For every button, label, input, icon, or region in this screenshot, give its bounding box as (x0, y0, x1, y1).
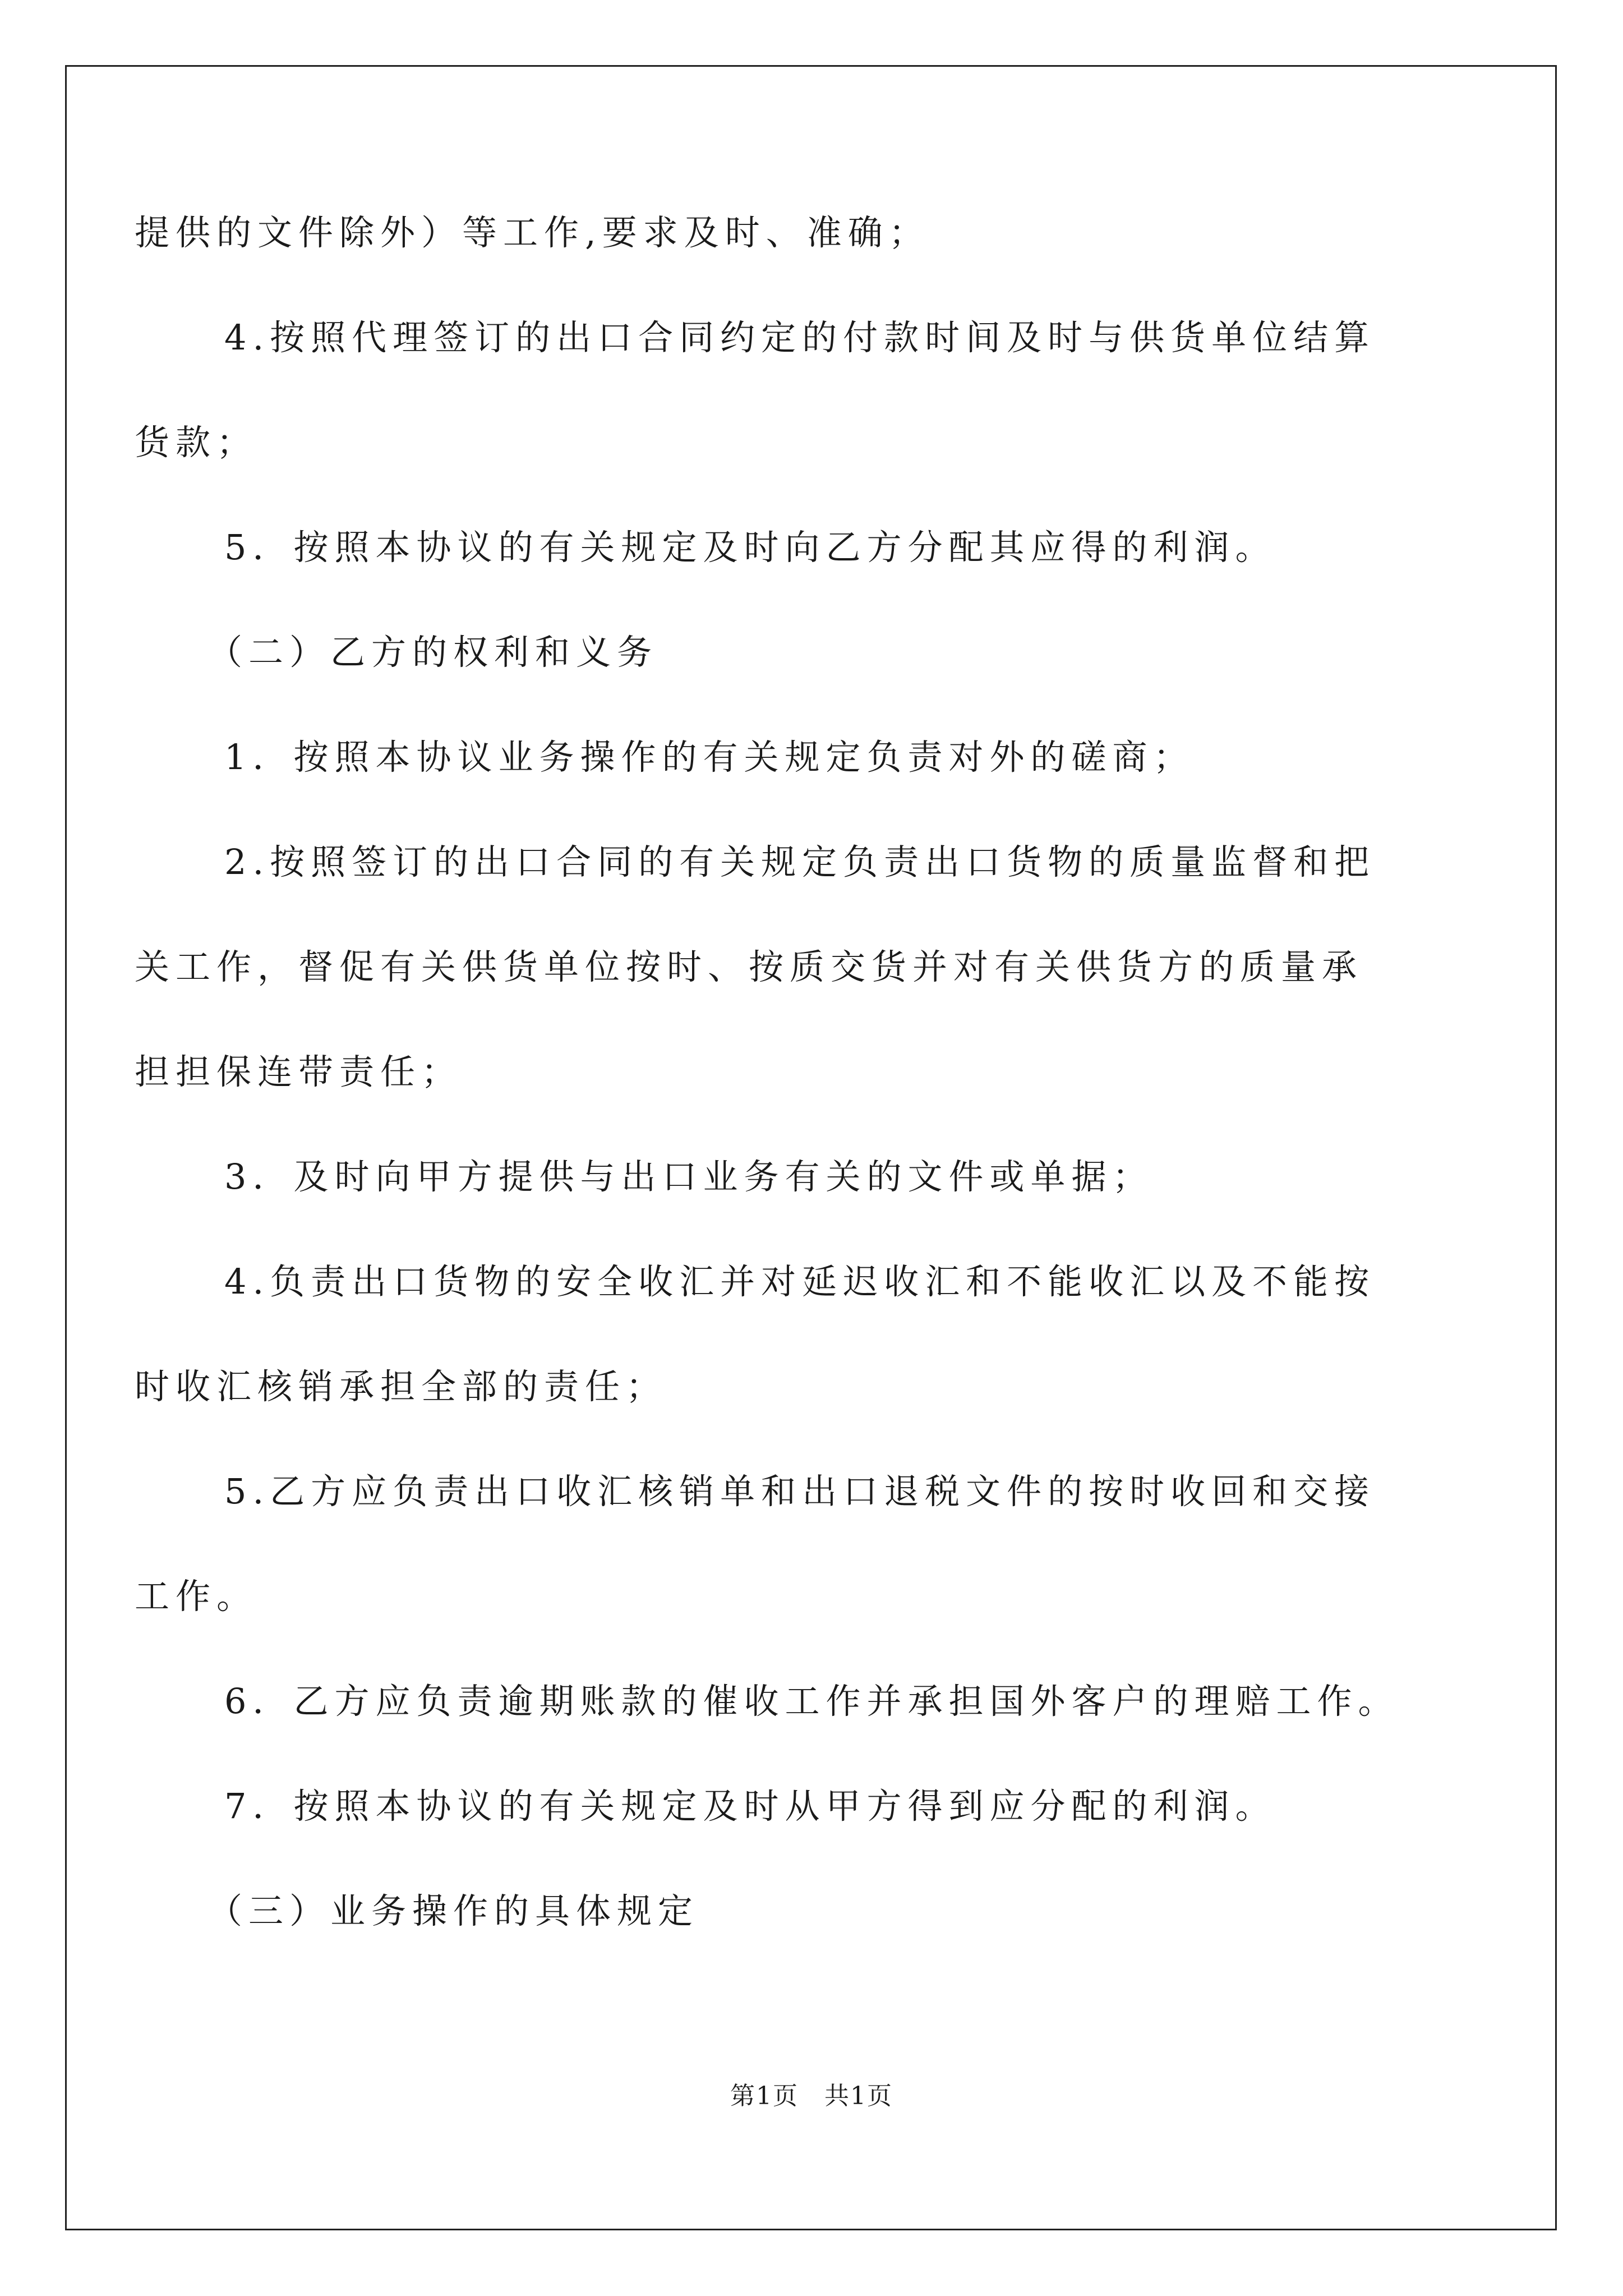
text-line: 7．按照本协议的有关规定及时从甲方得到应分配的利润。 (224, 1786, 1276, 1826)
text-line: 4.按照代理签订的出口合同约定的付款时间及时与供货单位结算 (224, 317, 1376, 358)
text-line: 6．乙方应负责逾期账款的催收工作并承担国外客户的理赔工作。 (224, 1681, 1399, 1722)
section-heading: （三）业务操作的具体规定 (208, 1890, 699, 1931)
text-line: 5.乙方应负责出口收汇核销单和出口退税文件的按时收回和交接 (224, 1471, 1376, 1512)
text-line: 3．及时向甲方提供与出口业务有关的文件或单据； (224, 1156, 1154, 1197)
text-line: 5．按照本协议的有关规定及时向乙方分配其应得的利润。 (224, 527, 1276, 568)
text-line: 担担保连带责任； (135, 1051, 463, 1092)
text-line: 1．按照本协议业务操作的有关规定负责对外的磋商； (224, 737, 1195, 777)
text-line: 时收汇核销承担全部的责任； (135, 1366, 667, 1407)
text-line: 工作。 (135, 1576, 258, 1617)
text-line: 4.负责出口货物的安全收汇并对延迟收汇和不能收汇以及不能按 (224, 1261, 1376, 1302)
page-footer: 第1页 共1页 (730, 2082, 893, 2110)
section-heading: （二）乙方的权利和义务 (208, 632, 658, 673)
text-line: 提供的文件除外）等工作,要求及时、准确； (135, 212, 930, 253)
text-line: 货款； (135, 422, 258, 463)
text-line: 2.按照签订的出口合同的有关规定负责出口货物的质量监督和把 (224, 841, 1376, 882)
text-line: 关工作，督促有关供货单位按时、按质交货并对有关供货方的质量承 (135, 946, 1363, 987)
